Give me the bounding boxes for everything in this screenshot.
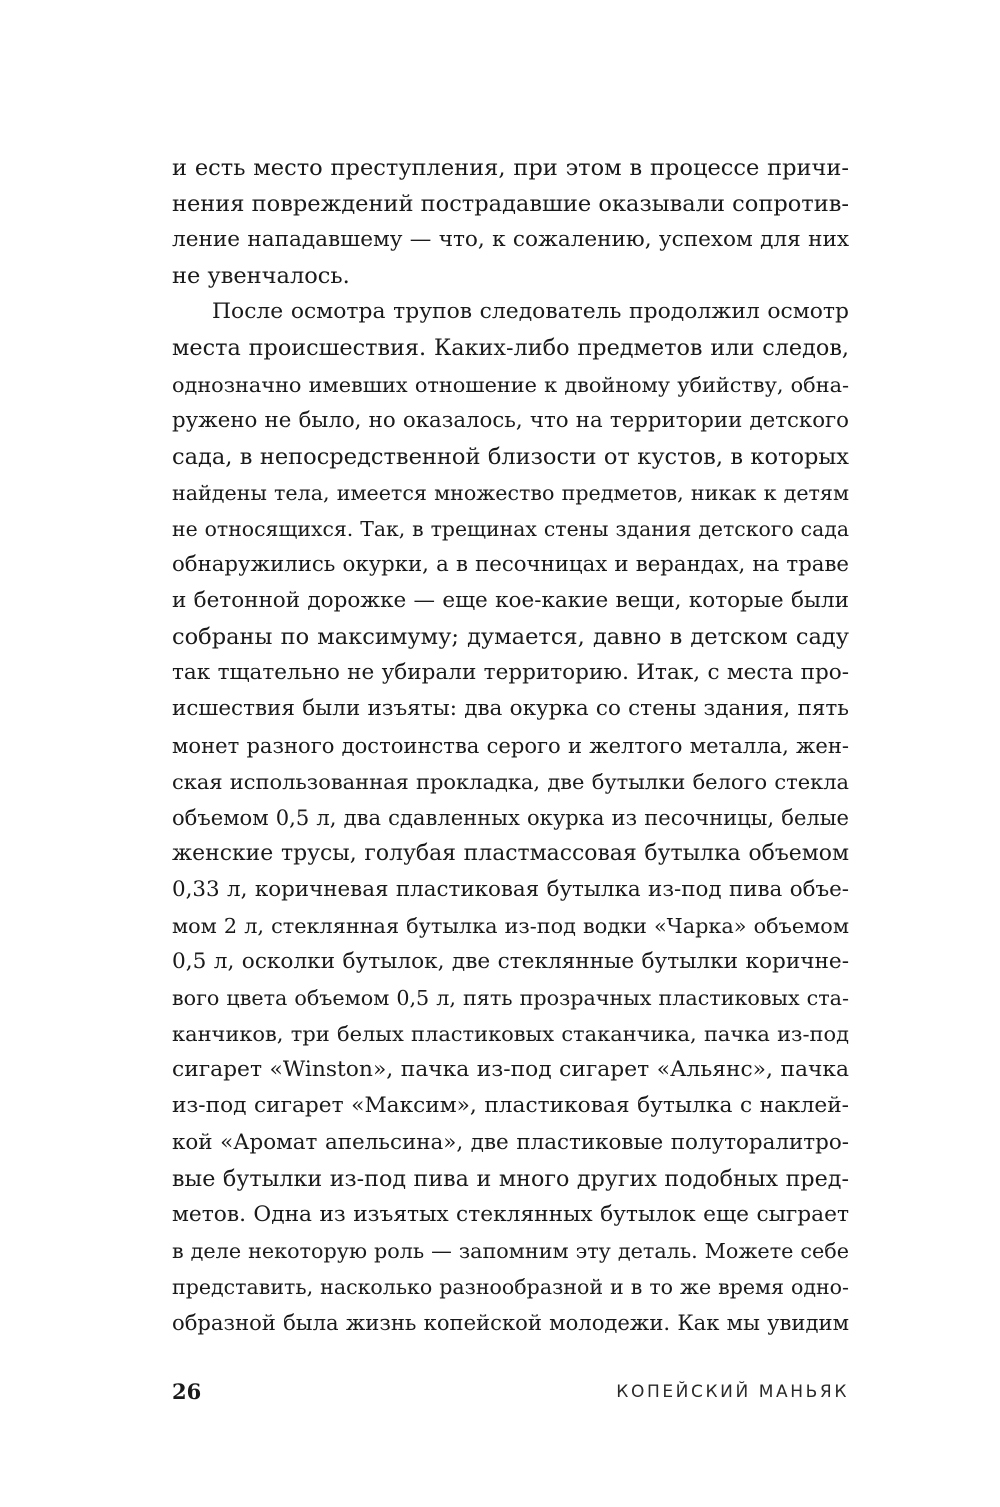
text-line: из-под сигарет «Максим», пластиковая бутылка с наклей- [172,1093,849,1119]
text-line: 0,5 л, осколки бутылок, две стеклянные бутылки коричне- [172,949,849,975]
text-line: однозначно имевших отношение к двойному убийству, обна- [172,372,849,397]
text-line: найдены тела, имеется множество предметов, никак к детям [172,480,849,505]
text-line: кой «Аромат апельсина», две пластиковые полуторалитро- [172,1129,849,1155]
text-line: исшествия были изъяты: два окурка со стены здания, пять [172,696,849,722]
paragraph [172,150,849,294]
text-line: ская использованная прокладка, две бутылки белого стекла [172,769,849,794]
text-line: не увенчалось. [172,263,350,290]
text-line: сада, в непосредственной близости от кустов, в которых [172,443,849,470]
text-line: объемом 0,5 л, два сдавленных окурка из песочницы, белые [172,804,849,830]
text-line: в деле некоторую роль — запомним эту деталь. Можете себе [172,1238,849,1263]
text-line: 0,33 л, коричневая пластиковая бутылка из-под пива объе- [172,876,849,902]
page-footer [172,1377,849,1407]
text-line: монет разного достоинства серого и желтого металла, жен- [172,732,849,758]
text-line: собраны по максимуму; думается, давно в детском саду [172,624,849,651]
text-line: мом 2 л, стеклянная бутылка из-под водки «Чарка» объемом [172,913,849,938]
text-line: вого цвета объемом 0,5 л, пять прозрачных пластиковых ста- [172,986,849,1011]
text-line: сигарет «Winston», пачка из-под сигарет «Альянс», пачка [172,1057,849,1083]
text-line: нения повреждений пострадавшие оказывали сопротив- [172,191,849,218]
text-line: не относящихся. Так, в трещинах стены здания детского сада [172,516,849,541]
text-line: и бетонной дорожке — еще кое-какие вещи, которые были [172,588,849,614]
text-line: образной была жизнь копейской молодежи. Как мы увидим [172,1310,849,1335]
text-line: ление нападавшему — что, к сожалению, успехом для них [172,227,849,253]
text-line: так тщательно не убирали территорию. Итак, с места про- [172,660,849,686]
body-text [172,150,849,1341]
page-number: 26 [172,1379,202,1404]
text-line: После осмотра трупов следователь продолжил осмотр [212,299,849,325]
text-line: и есть место преступления, при этом в процессе причи- [172,155,849,181]
running-title: КОПЕЙСКИЙ МАНЬЯК [616,1382,849,1402]
text-line: вые бутылки из-под пива и много других подобных пред- [172,1165,849,1192]
paragraph [172,294,849,1341]
text-line: канчиков, три белых пластиковых стаканчика, пачка из-под [172,1022,849,1047]
text-line: метов. Одна из изъятых стеклянных бутылок еще сыграет [172,1201,849,1227]
text-line: женские трусы, голубая пластмассовая бутылка объемом [172,840,849,866]
text-line: представить, насколько разнообразной и в то же время одно- [172,1274,849,1299]
text-line: обнаружились окурки, а в песочницах и верандах, на траве [172,552,849,578]
text-line: ружено не было, но оказалось, что на территории детского [172,407,849,433]
text-line: места происшествия. Каких-либо предметов или следов, [172,335,849,362]
